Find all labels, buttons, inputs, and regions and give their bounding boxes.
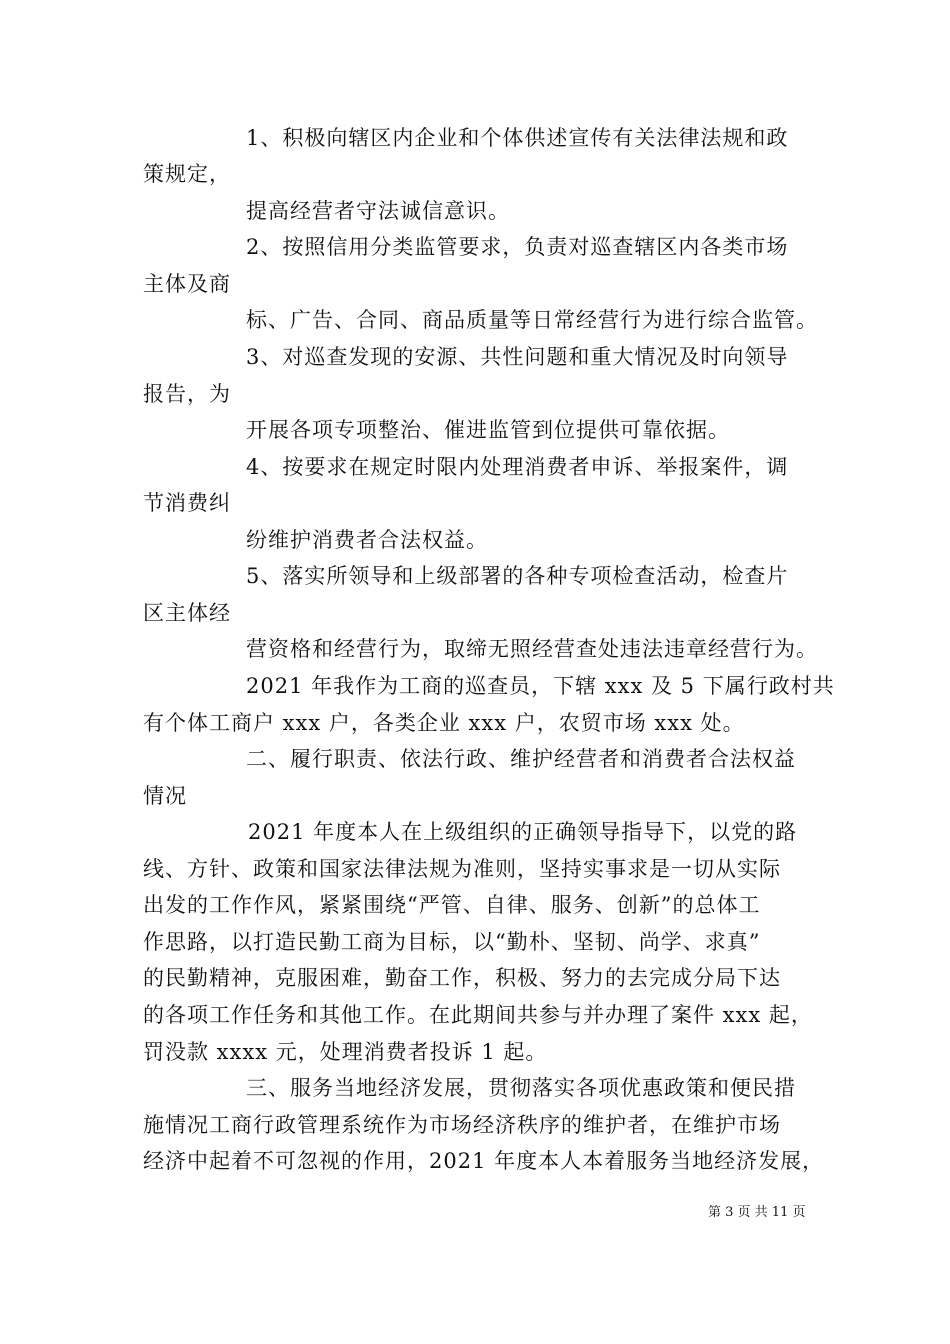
- text-line: 区主体经: [143, 601, 231, 625]
- text-line: 经济中起着不可忽视的作用，2021 年度本人本着服务当地经济发展，: [143, 1149, 825, 1173]
- text-line: 营资格和经营行为，取缔无照经营查处违法违章经营行为。: [246, 637, 818, 661]
- text-line: 作思路，以打造民勤工商为目标，以“勤朴、坚韧、尚学、求真”: [143, 930, 761, 954]
- text-line: 标、广告、合同、商品质量等日常经营行为进行综合监管。: [246, 308, 818, 332]
- text-line: 2、按照信用分类监管要求，负责对巡查辖区内各类市场: [246, 235, 789, 259]
- text-line: 报告，为: [143, 382, 231, 406]
- text-line: 2021 年度本人在上级组织的正确领导指导下，以党的路: [248, 820, 798, 844]
- text-line: 的各项工作任务和其他工作。在此期间共参与并办理了案件 xxx 起，: [143, 1003, 813, 1027]
- text-line: 罚没款 xxxx 元，处理消费者投诉 1 起。: [143, 1040, 548, 1064]
- text-line: 5、落实所领导和上级部署的各种专项检查活动，检查片: [246, 564, 789, 588]
- text-line: 4、按要求在规定时限内处理消费者申诉、举报案件，调: [246, 455, 789, 479]
- text-line: 提高经营者守法诚信意识。: [246, 199, 510, 223]
- text-line: 主体及商: [143, 272, 231, 296]
- text-line: 出发的工作作风，紧紧围绕“严管、自律、服务、创新”的总体工: [143, 893, 761, 917]
- page-number: 第 3 页 共 11 页: [708, 1205, 806, 1220]
- text-line: 3、对巡查发现的安源、共性问题和重大情况及时向领导: [246, 345, 789, 369]
- text-line: 二、履行职责、依法行政、维护经营者和消费者合法权益: [246, 747, 796, 771]
- text-line: 的民勤精神，克服困难，勤奋工作，积极、努力的去完成分局下达: [143, 966, 781, 990]
- text-line: 1、积极向辖区内企业和个体供述宣传有关法律法规和政: [246, 126, 789, 150]
- text-line: 2021 年我作为工商的巡查员，下辖 xxx 及 5 下属行政村共: [246, 674, 835, 698]
- text-line: 节消费纠: [143, 491, 231, 515]
- text-line: 线、方针、政策和国家法律法规为准则，坚持实事求是一切从实际: [143, 857, 781, 881]
- text-line: 三、服务当地经济发展，贯彻落实各项优惠政策和便民措: [246, 1076, 796, 1100]
- text-line: 有个体工商户 xxx 户，各类企业 xxx 户，农贸市场 xxx 处。: [143, 711, 745, 735]
- text-line: 纷维护消费者合法权益。: [246, 528, 488, 552]
- text-line: 策规定，: [143, 162, 231, 186]
- text-line: 施情况工商行政管理系统作为市场经济秩序的维护者，在维护市场: [143, 1113, 781, 1137]
- text-line: 开展各项专项整治、催进监管到位提供可靠依据。: [246, 418, 730, 442]
- text-line: 情况: [143, 784, 187, 808]
